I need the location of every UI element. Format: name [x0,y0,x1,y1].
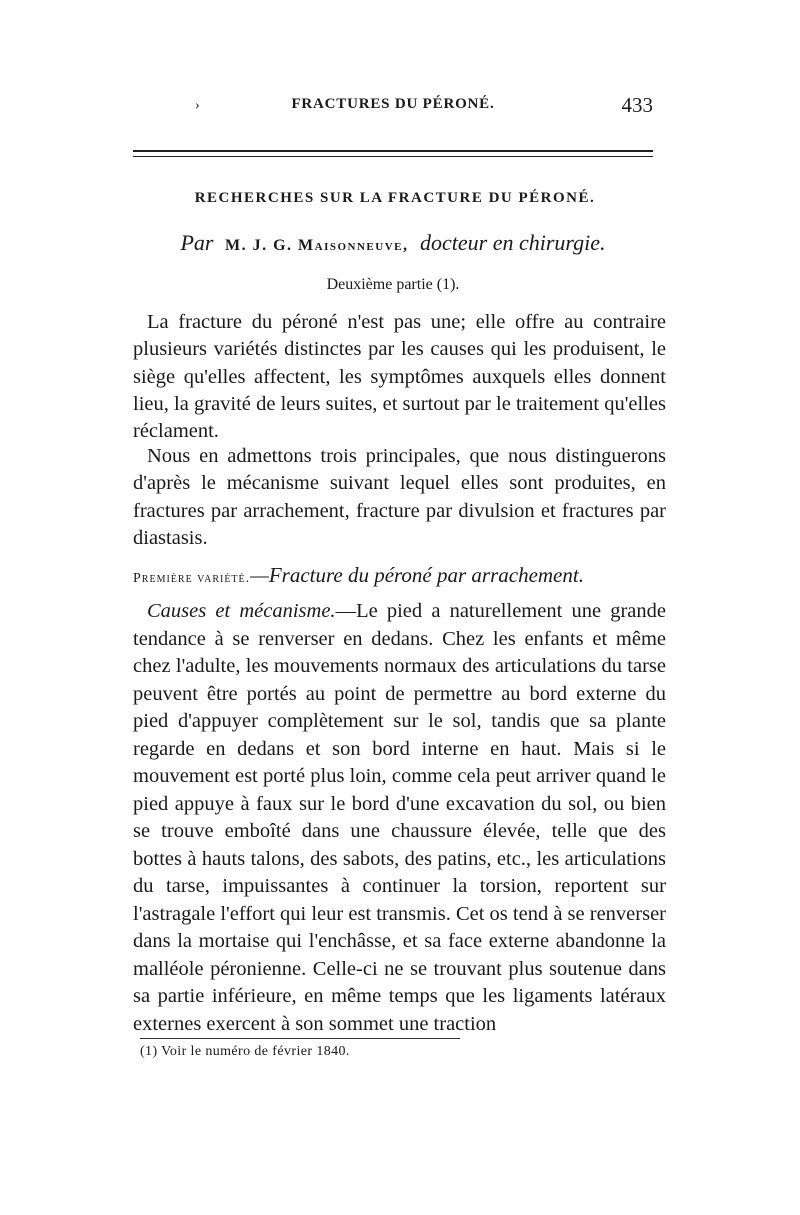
part-label: Deuxième partie (1). [326,276,460,293]
article-title: RECHERCHES SUR LA FRACTURE DU PÉRONÉ. [194,190,596,206]
paragraph-1: La fracture du péroné n'est pas une; elle offre au contraire plusieurs variétés distinctes par les causes qui les produisent, le siège qu'elles affectent, les symptômes auxquels elles donnent lieu, la gravité de leurs suites, et surtout par le traitement qu'elles réclament. [133,311,666,443]
section-lead: Première variété. [133,571,251,586]
running-mark: › [195,98,200,113]
paragraph-2: Nous en admettons trois principales, que nous distinguerons d'après le mécanisme suivant lequel elles sont produites, en fractures par arrachement, fracture par divulsion et fractures par diastasis. [133,445,666,549]
author-name: M. J. G. Maisonneuve, [224,237,409,254]
running-header [133,93,653,126]
header-double-rule [133,150,653,157]
footnote-rule [140,1038,460,1039]
section-title: —Fracture du péroné par arrachement. [250,563,584,587]
section-heading [133,563,666,588]
running-title: FRACTURES DU PÉRONÉ. [291,96,495,112]
paragraph-3-lead: Causes et mécanisme. [147,600,336,622]
byline-suffix: docteur en chirurgie. [419,230,606,255]
byline-prefix: Par [180,230,214,255]
page-number: 433 [621,93,653,117]
footnote: (1) Voir le numéro de février 1840. [140,1044,350,1059]
paragraph-3 [133,598,666,1038]
byline [133,230,653,256]
paragraph-3-body: —Le pied a naturellement une grande tendance à se renverser en dedans. Chez les enfants et même chez l'adulte, les mouvements normaux des articulations du tarse peuvent être portés au point de permettre au bord externe du pied d'appuyer complètement sur le sol, tandis que sa plante regarde en dedans et son bord interne en haut. Mais si le mouvement est porté plus loin, comme cela peut arriver quand le pied appuye à faux sur le bord d'une excavation du sol, ou bien se trouve emboîté dans une chaussure élevée, telle que des bottes à hauts talons, des sabots, des patins, etc., les articulations du tarse, impuissantes à continuer la torsion, reportent sur l'astragale l'effort qui leur est transmis. Cet os tend à se renverser dans la mortaise qui l'enchâsse, et sa face externe abandonne la malléole péronienne. Celle-ci ne se trouvant plus soutenue dans sa partie inférieure, en même temps que les ligaments latéraux externes exercent à son sommet une traction [133,600,666,1035]
